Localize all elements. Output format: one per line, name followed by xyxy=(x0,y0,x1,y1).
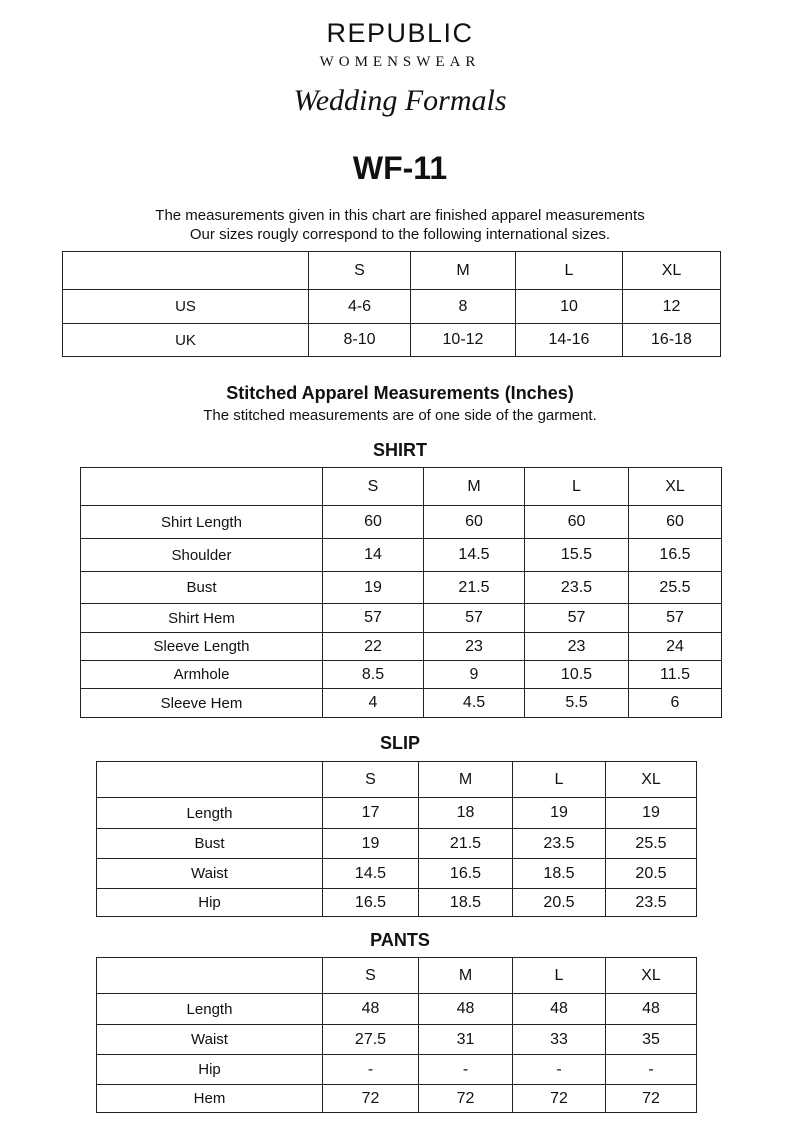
value-cell: 31 xyxy=(419,1025,513,1055)
table-row xyxy=(81,689,722,718)
value-cell: 20.5 xyxy=(606,859,697,889)
value-cell: 57 xyxy=(629,604,722,633)
size-header-cell: XL xyxy=(629,468,722,506)
row-label-cell: UK xyxy=(63,324,309,357)
table-row xyxy=(97,1055,697,1085)
value-cell: 57 xyxy=(323,604,424,633)
size-header-cell: L xyxy=(525,468,629,506)
row-label-cell: Waist xyxy=(97,1025,323,1055)
size-header-cell: M xyxy=(411,252,516,290)
value-cell: 18.5 xyxy=(513,859,606,889)
value-cell: 72 xyxy=(323,1085,419,1113)
value-cell: 60 xyxy=(424,506,525,539)
value-cell: - xyxy=(513,1055,606,1085)
table-row xyxy=(97,1025,697,1055)
slip-header-row xyxy=(97,762,697,798)
table-row xyxy=(97,798,697,829)
row-label-cell: Shirt Length xyxy=(81,506,323,539)
size-header-cell: M xyxy=(419,958,513,994)
intro-line-1: The measurements given in this chart are finished apparel measurements xyxy=(155,207,645,224)
table-row xyxy=(81,661,722,689)
value-cell: - xyxy=(323,1055,419,1085)
value-cell: 16.5 xyxy=(629,539,722,572)
value-cell: 8.5 xyxy=(323,661,424,689)
value-cell: 10.5 xyxy=(525,661,629,689)
value-cell: 21.5 xyxy=(424,572,525,604)
row-label-cell: Bust xyxy=(97,829,323,859)
value-cell: 19 xyxy=(323,572,424,604)
value-cell: 19 xyxy=(513,798,606,829)
value-cell: 72 xyxy=(513,1085,606,1113)
row-label-cell: Hip xyxy=(97,1055,323,1085)
pants-header-row xyxy=(97,958,697,994)
value-cell: 72 xyxy=(419,1085,513,1113)
value-cell: 60 xyxy=(629,506,722,539)
value-cell: 8-10 xyxy=(309,324,411,357)
size-header-cell: XL xyxy=(606,958,697,994)
table-row xyxy=(63,290,721,324)
value-cell: 17 xyxy=(323,798,419,829)
intro-line-2: Our sizes rougly correspond to the following international sizes. xyxy=(189,226,611,243)
value-cell: 60 xyxy=(323,506,424,539)
value-cell: 72 xyxy=(606,1085,697,1113)
value-cell: 4-6 xyxy=(309,290,411,324)
value-cell: 25.5 xyxy=(606,829,697,859)
value-cell: 24 xyxy=(629,633,722,661)
value-cell: 9 xyxy=(424,661,525,689)
value-cell: 48 xyxy=(419,994,513,1025)
value-cell: 16.5 xyxy=(419,859,513,889)
table-row xyxy=(81,572,722,604)
value-cell: 5.5 xyxy=(525,689,629,718)
brand-subtitle: WOMENSWEAR xyxy=(319,54,481,70)
value-cell: 23.5 xyxy=(513,829,606,859)
shirt-measurement-table xyxy=(80,467,722,718)
value-cell: 22 xyxy=(323,633,424,661)
brand-name: REPUBLIC xyxy=(326,18,474,48)
size-header-cell: XL xyxy=(606,762,697,798)
value-cell: 23 xyxy=(525,633,629,661)
value-cell: 14.5 xyxy=(323,859,419,889)
size_chart-header-row xyxy=(63,252,721,290)
value-cell: 23.5 xyxy=(606,889,697,917)
row-label-cell: Length xyxy=(97,798,323,829)
table-row xyxy=(97,829,697,859)
value-cell: 6 xyxy=(629,689,722,718)
size-header-cell: S xyxy=(309,252,411,290)
pants-title: PANTS xyxy=(370,930,430,950)
value-cell: 16-18 xyxy=(623,324,721,357)
value-cell: 4 xyxy=(323,689,424,718)
value-cell: 33 xyxy=(513,1025,606,1055)
shirt-title: SHIRT xyxy=(373,440,427,460)
value-cell: - xyxy=(419,1055,513,1085)
value-cell: 35 xyxy=(606,1025,697,1055)
header-corner-cell xyxy=(97,958,323,994)
header-corner-cell xyxy=(63,252,309,290)
collection-name: Wedding Formals xyxy=(293,84,507,117)
product-code: WF-11 xyxy=(352,150,448,186)
value-cell: 48 xyxy=(606,994,697,1025)
slip-title: SLIP xyxy=(379,733,420,753)
size-header-cell: S xyxy=(323,762,419,798)
value-cell: 19 xyxy=(323,829,419,859)
value-cell: 57 xyxy=(424,604,525,633)
value-cell: 10 xyxy=(516,290,623,324)
row-label-cell: Shoulder xyxy=(81,539,323,572)
value-cell: 21.5 xyxy=(419,829,513,859)
row-label-cell: Sleeve Length xyxy=(81,633,323,661)
value-cell: 12 xyxy=(623,290,721,324)
value-cell: 48 xyxy=(513,994,606,1025)
value-cell: 16.5 xyxy=(323,889,419,917)
shirt-header-row xyxy=(81,468,722,506)
value-cell: 20.5 xyxy=(513,889,606,917)
row-label-cell: US xyxy=(63,290,309,324)
value-cell: 19 xyxy=(606,798,697,829)
value-cell: 15.5 xyxy=(525,539,629,572)
stitched-title: Stitched Apparel Measurements (Inches) xyxy=(226,383,574,403)
header-corner-cell xyxy=(97,762,323,798)
table-row xyxy=(81,633,722,661)
row-label-cell: Length xyxy=(97,994,323,1025)
row-label-cell: Sleeve Hem xyxy=(81,689,323,718)
table-row xyxy=(97,1085,697,1113)
value-cell: 11.5 xyxy=(629,661,722,689)
table-row xyxy=(97,859,697,889)
row-label-cell: Bust xyxy=(81,572,323,604)
table-row xyxy=(81,506,722,539)
pants-measurement-table xyxy=(96,957,697,1113)
slip-measurement-table xyxy=(96,761,697,917)
value-cell: 14-16 xyxy=(516,324,623,357)
table-row xyxy=(63,324,721,357)
size-header-cell: S xyxy=(323,958,419,994)
value-cell: 14.5 xyxy=(424,539,525,572)
row-label-cell: Hip xyxy=(97,889,323,917)
value-cell: 23.5 xyxy=(525,572,629,604)
value-cell: 10-12 xyxy=(411,324,516,357)
size-header-cell: S xyxy=(323,468,424,506)
value-cell: 18 xyxy=(419,798,513,829)
value-cell: 48 xyxy=(323,994,419,1025)
table-row xyxy=(97,994,697,1025)
value-cell: 4.5 xyxy=(424,689,525,718)
table-row xyxy=(81,539,722,572)
size-header-cell: M xyxy=(424,468,525,506)
value-cell: 14 xyxy=(323,539,424,572)
value-cell: - xyxy=(606,1055,697,1085)
size-header-cell: M xyxy=(419,762,513,798)
value-cell: 8 xyxy=(411,290,516,324)
table-row xyxy=(81,604,722,633)
stitched-note: The stitched measurements are of one side of the garment. xyxy=(203,407,597,424)
international-size-table xyxy=(62,251,721,357)
row-label-cell: Waist xyxy=(97,859,323,889)
size-header-cell: L xyxy=(513,762,606,798)
size-header-cell: L xyxy=(513,958,606,994)
row-label-cell: Shirt Hem xyxy=(81,604,323,633)
row-label-cell: Hem xyxy=(97,1085,323,1113)
size-header-cell: L xyxy=(516,252,623,290)
value-cell: 18.5 xyxy=(419,889,513,917)
value-cell: 60 xyxy=(525,506,629,539)
table-row xyxy=(97,889,697,917)
value-cell: 57 xyxy=(525,604,629,633)
value-cell: 23 xyxy=(424,633,525,661)
value-cell: 25.5 xyxy=(629,572,722,604)
header-corner-cell xyxy=(81,468,323,506)
size-header-cell: XL xyxy=(623,252,721,290)
row-label-cell: Armhole xyxy=(81,661,323,689)
value-cell: 27.5 xyxy=(323,1025,419,1055)
